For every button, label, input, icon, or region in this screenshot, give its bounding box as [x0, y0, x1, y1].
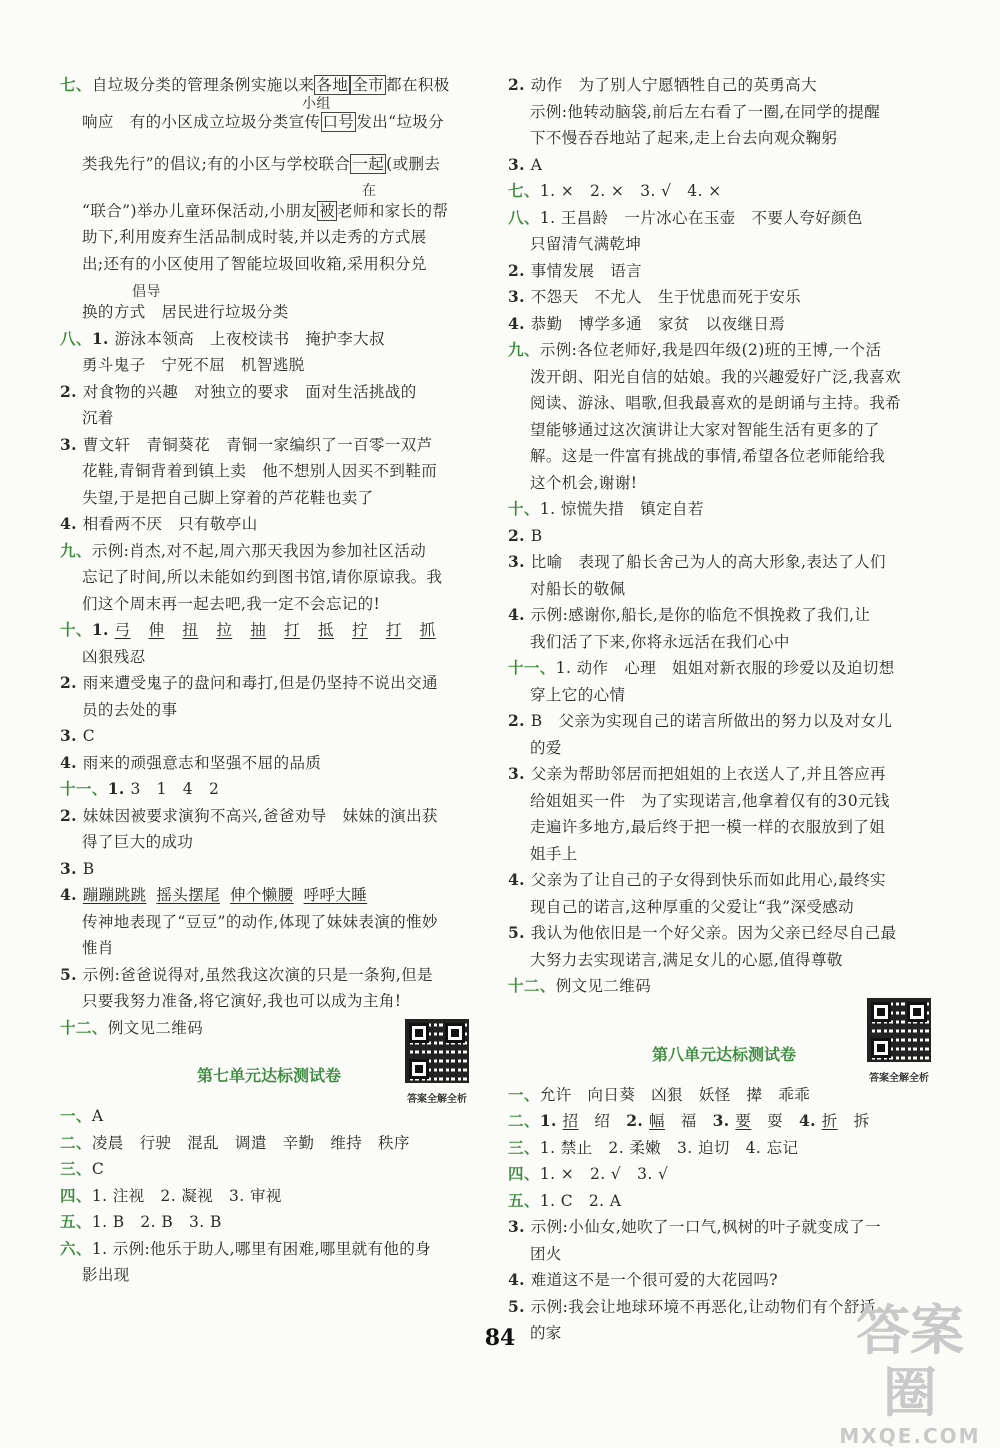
underlined-verb: 抵 — [318, 621, 334, 639]
answer-line — [60, 405, 478, 432]
answer-text: 比喻 表现了船长舍己为人的高大形象,表达了人们 — [530, 553, 886, 571]
qr-code-block — [402, 1019, 472, 1115]
answer-text: 我认为他依旧是一个好父亲。因为父亲已经尽自己最 — [530, 924, 897, 942]
answer-line — [508, 867, 940, 894]
answer-line — [60, 251, 478, 278]
answer-line — [60, 617, 478, 644]
answer-text: 勇斗鬼子 宁死不屈 机智逃脱 — [82, 356, 305, 374]
answer-text: 允许 向日葵 凶狠 妖怪 撵 乖乖 — [539, 1085, 811, 1104]
answer-text: 阅读、游泳、唱歌,但我最喜欢的是朗诵与主持。我希 — [530, 394, 902, 412]
answer-text: 1. × 2. √ 3. √ — [539, 1165, 669, 1183]
answer-text: 这个机会,谢谢! — [530, 473, 638, 492]
answer-line — [508, 708, 940, 735]
answer-text: 凶狠残忍 — [82, 647, 146, 666]
answer-line — [60, 432, 478, 459]
answer-line — [60, 95, 478, 136]
watermark-main: 答案圈 — [856, 1299, 964, 1424]
question-number: 3. — [60, 726, 83, 745]
answer-line — [60, 882, 478, 909]
question-number: 2. — [508, 525, 531, 545]
answer-line — [508, 814, 940, 841]
question-number: 2. — [508, 75, 531, 94]
question-number: 4. — [60, 514, 83, 533]
answer-text: 泼开朗、阳光自信的姑娘。我的兴趣爱好广泛,我喜欢 — [530, 367, 902, 386]
answer-line — [60, 326, 478, 353]
answer-line — [508, 1267, 940, 1294]
section-number: 三、 — [60, 1159, 92, 1178]
question-number: 3. — [508, 287, 531, 306]
right-column — [508, 72, 940, 1347]
answer-text: C — [91, 1160, 105, 1178]
question-number: 1. — [107, 779, 131, 798]
answer-text: 例文见二维码 — [107, 1018, 204, 1037]
answer-line — [508, 1188, 940, 1215]
answer-line — [60, 485, 478, 512]
answer-text: B 父亲为实现自己的诺言所做出的努力以及对女儿 — [530, 712, 893, 730]
correction-mark: 各地 — [316, 76, 349, 94]
underlined-word: 伸个懒腰 — [230, 886, 294, 904]
question-number: 4. — [60, 752, 83, 772]
correction-mark: 口号 — [322, 112, 355, 131]
answer-text: A — [91, 1107, 104, 1125]
page-number: 84 — [484, 1325, 516, 1351]
answer-line — [508, 629, 940, 656]
section-number: 三、 — [508, 1137, 540, 1157]
answer-line — [508, 152, 940, 179]
question-number: 1. — [91, 328, 115, 348]
answer-line — [508, 761, 940, 788]
answer-line — [60, 591, 478, 618]
question-number: 4. — [508, 313, 531, 333]
underlined-verb: 拉 — [216, 621, 233, 639]
answer-text: 忘记了时间,所以未能如约到图书馆,请你原谅我。我 — [82, 568, 443, 586]
answer-text: 拆 — [837, 1112, 886, 1130]
answer-text: C — [82, 727, 96, 745]
question-number: 3. — [508, 1217, 531, 1236]
question-number: 4. — [60, 885, 83, 904]
question-number: 5. — [60, 964, 83, 984]
answer-text: 妹妹因被要求演狗不高兴,爸爸劝导 妹妹的演出获 — [82, 806, 438, 825]
answer-line — [508, 231, 940, 258]
answer-text: 示例:爸爸说得对,虽然我这次演的只是一条狗,但是 — [82, 965, 433, 984]
question-number: 4. — [508, 605, 531, 624]
answer-line — [508, 1135, 940, 1162]
answer-text: 雨来遭受鬼子的盘问和毒打,但是仍坚持不说出交通 — [82, 674, 438, 692]
answer-text: 望能够通过这次演讲让大家对智能生活有更多的了 — [530, 420, 880, 439]
underlined-verb: 伸 — [148, 621, 165, 639]
qr-caption: 答案全解全析 — [869, 1072, 929, 1084]
answer-line — [60, 935, 478, 962]
answer-line — [60, 670, 478, 697]
answer-line — [508, 390, 940, 417]
answer-text: 助下,利用废弃生活品制成时装,并以走秀的方式展 — [82, 228, 427, 246]
answer-text: 曹文轩 青铜葵花 青铜一家编织了一百零一双芦 — [82, 435, 433, 454]
question-number: 2. — [60, 805, 83, 825]
answer-line — [508, 496, 940, 523]
answer-line — [508, 920, 940, 947]
answer-text: 1. 注视 2. 凝视 3. 审视 — [91, 1186, 282, 1205]
section-number: 十二、 — [60, 1017, 108, 1037]
answer-line — [508, 337, 940, 364]
question-number: 2. — [626, 1111, 649, 1130]
underlined-char: 招 — [562, 1112, 579, 1130]
answer-text: 例文见二维码 — [555, 977, 652, 995]
answer-text: 惟肖 — [82, 939, 114, 957]
answer-text: 得了巨大的成功 — [82, 833, 194, 851]
answer-text: 3 1 4 2 — [130, 780, 220, 798]
underlined-char: 幅 — [648, 1112, 665, 1130]
answer-text: 动作 为了别人宁愿牺牲自己的英勇高大 — [530, 76, 817, 94]
answer-text: 的家 — [530, 1324, 562, 1342]
qr-finder — [871, 1002, 891, 1022]
answer-line — [60, 803, 478, 830]
answer-line — [60, 1183, 478, 1210]
answer-line — [60, 538, 478, 565]
correction-mark: 一起 — [352, 155, 385, 173]
answer-line — [508, 1161, 940, 1188]
answer-text: 传神地表现了“豆豆”的动作,体现了妹妹表演的惟妙 — [82, 912, 438, 931]
answer-line — [508, 470, 940, 497]
answer-line — [508, 125, 940, 152]
answer-text: 1. C 2. A — [539, 1191, 622, 1210]
handwritten-insertion: 小组 — [302, 95, 331, 112]
watermark-logo — [830, 1299, 990, 1448]
question-number: 2. — [60, 381, 83, 401]
section-number: 十、 — [508, 499, 540, 518]
answer-line — [508, 602, 940, 629]
qr-finder — [409, 1059, 429, 1079]
section-number: 四、 — [60, 1185, 92, 1205]
underlined-verb: 打 — [385, 621, 402, 639]
section-number: 十一、 — [60, 779, 108, 798]
answer-text: 们这个周末再一起去吧,我一定不会忘记的! — [82, 594, 381, 613]
left-column — [60, 72, 478, 1289]
underlined-verb: 打 — [284, 621, 301, 639]
unit7-title: 第七单元达标测试卷 答案全解全析 — [60, 1061, 478, 1091]
answer-line — [60, 829, 478, 856]
underlined-char: 要 — [735, 1112, 752, 1130]
answer-line — [508, 99, 940, 126]
answer-line — [60, 458, 478, 485]
answer-line — [60, 1209, 478, 1236]
question-number: 3. — [60, 858, 83, 878]
section-number: 七、 — [508, 181, 540, 200]
question-number: 4. — [798, 1111, 822, 1130]
answer-line — [60, 776, 478, 803]
section-number: 一、 — [60, 1106, 92, 1125]
answer-text: 对食物的兴趣 对独立的要求 面对生活挑战的 — [82, 382, 417, 401]
answer-text: 下不慢吞吞地站了起来,走上台去向观众鞠躬 — [530, 129, 838, 147]
answer-line — [60, 72, 478, 99]
answer-text: B — [82, 859, 95, 878]
question-number: 4. — [508, 870, 531, 889]
qr-code-block — [864, 998, 934, 1094]
answer-text: 的爱 — [530, 738, 562, 757]
answer-text: 示例:肖杰,对不起,周六那天我因为参加社区活动 — [91, 541, 427, 560]
answer-line — [60, 909, 478, 936]
question-number: 3. — [508, 552, 531, 571]
underlined-word: 蹦蹦跳跳 — [82, 886, 147, 904]
answer-line — [508, 894, 940, 921]
question-number: 3. — [508, 764, 531, 783]
section-number: 四、 — [508, 1164, 540, 1183]
answer-text: 现自己的诺言,这种厚重的父爱让“我”深受感动 — [530, 897, 855, 916]
underlined-verb: 抓 — [419, 621, 436, 639]
answer-text: 1. × 2. × 3. √ 4. × — [539, 182, 722, 200]
answer-line — [508, 205, 940, 232]
answer-text: 耍 — [751, 1112, 799, 1130]
answer-text: “联合”)举办儿童环保活动,小朋友 — [82, 201, 318, 220]
question-number: 3. — [508, 154, 531, 174]
answer-text: 父亲为了让自己的子女得到快乐而如此用心,最终实 — [530, 871, 886, 889]
answer-line — [508, 788, 940, 815]
question-number: 1. — [91, 620, 115, 639]
answer-text: 花鞋,青铜背着到镇上卖 他不想别人因买不到鞋而 — [82, 462, 438, 480]
underlined-char: 折 — [821, 1112, 838, 1130]
section-number: 二、 — [508, 1111, 540, 1130]
answer-line — [60, 224, 478, 251]
answer-text: 绍 — [578, 1112, 627, 1130]
answer-line — [508, 1214, 940, 1241]
answer-text: B — [530, 526, 543, 545]
answer-text: 员的去处的事 — [82, 700, 178, 719]
qr-code-icon — [405, 1019, 469, 1083]
answer-text: 相看两不厌 只有敬亭山 — [82, 515, 258, 533]
answer-line — [508, 576, 940, 603]
answer-line — [60, 962, 478, 989]
qr-code-icon — [867, 998, 931, 1062]
underlined-word: 呼呼大睡 — [303, 886, 368, 904]
answer-text: 给姐姐买一件 为了实现诺言,他拿着仅有的30元钱 — [530, 791, 890, 810]
answer-text: 1. B 2. B 3. B — [91, 1213, 222, 1231]
answer-text: 雨来的顽强意志和坚强不屈的品质 — [82, 753, 322, 772]
answer-line — [60, 723, 478, 750]
answer-line — [508, 1108, 940, 1135]
answer-text: 父亲为帮助邻居而把姐姐的上衣送人了,并且答应再 — [530, 765, 886, 783]
underlined-verb: 抽 — [250, 621, 267, 639]
answer-text: 我们活了下来,你将永远活在我们心中 — [530, 632, 790, 651]
answer-line — [60, 750, 478, 777]
answer-line — [60, 284, 478, 326]
answer-text: 响应 有的小区成立垃圾分类宣传 — [82, 112, 321, 131]
answer-line — [508, 973, 940, 1000]
answer-text: 示例:感谢你,船长,是你的临危不惧挽救了我们,让 — [530, 606, 871, 624]
answer-text: 沉着 — [82, 409, 114, 427]
answer-text: 大努力去实现诺言,满足女儿的心愿,值得尊敬 — [530, 950, 843, 969]
answer-line — [508, 258, 940, 285]
underlined-verb: 弓 — [114, 621, 131, 639]
answer-line — [60, 151, 478, 178]
question-number: 2. — [60, 673, 83, 692]
section-number: 七、 — [60, 75, 92, 94]
unit8-title: 第八单元达标测试卷 答案全解全析 — [508, 1040, 940, 1070]
answer-line — [508, 443, 940, 470]
answer-text: 只留清气满乾坤 — [530, 235, 642, 253]
qr-finder — [907, 1002, 927, 1022]
answer-text: 1. 惊慌失措 镇定自若 — [539, 500, 704, 518]
section-number: 一、 — [508, 1084, 540, 1104]
handwritten-insertion: 倡导 — [132, 284, 161, 300]
section-number: 九、 — [60, 540, 92, 560]
answer-line — [508, 178, 940, 205]
answer-line — [60, 511, 478, 538]
answer-line — [508, 549, 940, 576]
answer-line — [508, 735, 940, 762]
question-number: 5. — [508, 923, 531, 942]
answer-text: 自垃圾分类的管理条例实施以来 — [91, 76, 315, 94]
answer-text: 换的方式 居民进行垃圾分类 — [82, 303, 289, 321]
question-number: 5. — [508, 1296, 531, 1316]
question-number: 4. — [508, 1270, 531, 1289]
question-number: 2. — [508, 711, 531, 730]
section-number: 十、 — [60, 620, 92, 639]
answer-text: 类我先行”的倡议;有的小区与学校联合 — [82, 155, 351, 173]
answer-text: 出;还有的小区使用了智能垃圾回收箱,采用积分兑 — [82, 254, 427, 273]
answer-line — [60, 379, 478, 406]
answer-line — [508, 655, 940, 682]
answer-text: (或删去 — [386, 155, 441, 173]
answer-line — [60, 1156, 478, 1183]
answer-line — [508, 311, 940, 338]
question-number: 3. — [60, 434, 83, 454]
answer-line — [60, 182, 478, 225]
answer-text: 不怨天 不尤人 生于忧患而死于安乐 — [530, 288, 802, 306]
answer-line — [508, 841, 940, 868]
answer-text: 1. 王昌龄 一片冰心在玉壶 不要人夸好颜色 — [539, 208, 863, 227]
answer-text: 凌晨 行驶 混乱 调遣 辛勤 维持 秩序 — [91, 1133, 410, 1152]
qr-finder — [409, 1023, 429, 1043]
qr-finder — [445, 1023, 465, 1043]
section-number: 五、 — [508, 1190, 540, 1210]
answer-line — [508, 682, 940, 709]
answer-text: 事情发展 语言 — [530, 261, 643, 280]
answer-line — [60, 644, 478, 671]
section-number: 八、 — [60, 328, 92, 348]
answer-line — [508, 364, 940, 391]
section-number: 十二、 — [508, 976, 556, 995]
answer-text: 穿上它的心情 — [530, 685, 626, 704]
qr-caption: 答案全解全析 — [407, 1094, 467, 1105]
answer-text: 游泳本领高 上夜校读书 掩护李大叔 — [114, 329, 385, 348]
answer-line — [60, 1130, 478, 1157]
section-number: 九、 — [508, 340, 540, 359]
answer-line — [60, 697, 478, 724]
underlined-verb: 拧 — [351, 621, 368, 639]
answer-text: 示例:我会让地球环境不再恶化,让动物们有个舒适 — [530, 1297, 876, 1316]
answer-text: 1. 禁止 2. 柔嫩 3. 迫切 4. 忘记 — [539, 1138, 799, 1157]
answer-text: 失望,于是把自己脚上穿着的芦花鞋也卖了 — [82, 488, 374, 507]
watermark-sub: MXQE.COM — [839, 1424, 981, 1448]
section-number: 八、 — [508, 207, 540, 227]
correction-mark: 全市 — [352, 76, 385, 94]
section-number: 二、 — [60, 1132, 92, 1152]
answer-text: 示例:各位老师好,我是四年级(2)班的王博,一个活 — [539, 341, 882, 359]
question-number: 1. — [539, 1111, 563, 1130]
answer-text: 恭勤 博学多通 家贫 以夜继日焉 — [530, 314, 786, 333]
question-number: 3. — [712, 1111, 736, 1130]
answer-line — [60, 856, 478, 883]
answer-text: A — [530, 155, 543, 174]
answer-text: 发出“垃圾分 — [356, 112, 445, 131]
section-number: 六、 — [60, 1238, 92, 1258]
underlined-word: 摇头摆尾 — [156, 886, 220, 904]
answer-text: 1. 示例:他乐于助人,哪里有困难,哪里就有他的身 — [91, 1239, 432, 1258]
answer-text: 团火 — [530, 1244, 562, 1263]
answer-text: 难道这不是一个很可爱的大花园吗? — [530, 1271, 778, 1289]
answer-text: 福 — [664, 1112, 713, 1130]
answer-text: 走遍许多地方,最后终于把一模一样的衣服放到了姐 — [530, 818, 886, 836]
answer-text: 1. 动作 心理 姐姐对新衣服的珍爱以及迫切想 — [555, 659, 895, 677]
answer-text: 影出现 — [82, 1266, 130, 1284]
correction-mark: 被 — [319, 201, 336, 220]
answer-text: 只要我努力准备,将它演好,我也可以成为主角! — [82, 992, 402, 1010]
answer-line — [508, 72, 940, 99]
answer-line — [508, 947, 940, 974]
answer-text: 姐手上 — [530, 844, 578, 863]
answer-text: 示例:小仙女,她吹了一口气,枫树的叶子就变成了一 — [530, 1218, 881, 1236]
answer-line — [60, 352, 478, 379]
question-number: 2. — [508, 260, 531, 280]
answer-line — [60, 988, 478, 1015]
answer-line — [60, 564, 478, 591]
answer-line — [60, 1262, 478, 1289]
answer-text: 都在积极 — [386, 76, 450, 94]
answer-text: 老师和家长的帮 — [337, 201, 449, 220]
answer-line — [60, 1236, 478, 1263]
answer-text: 解。这是一件富有挑战的事情,希望各位老师能给我 — [530, 447, 886, 465]
answer-text: 对船长的敬佩 — [530, 579, 626, 598]
answer-line — [508, 523, 940, 550]
answer-line — [508, 1241, 940, 1268]
underlined-verb: 扭 — [182, 621, 199, 639]
section-number: 十一、 — [508, 658, 556, 677]
handwritten-insertion: 在 — [362, 182, 377, 199]
answer-line — [508, 417, 940, 444]
section-number: 五、 — [60, 1212, 92, 1231]
qr-finder — [871, 1038, 891, 1058]
answer-line — [508, 284, 940, 311]
answer-text: 示例:他转动脑袋,前后左右看了一圈,在同学的提醒 — [530, 102, 881, 121]
